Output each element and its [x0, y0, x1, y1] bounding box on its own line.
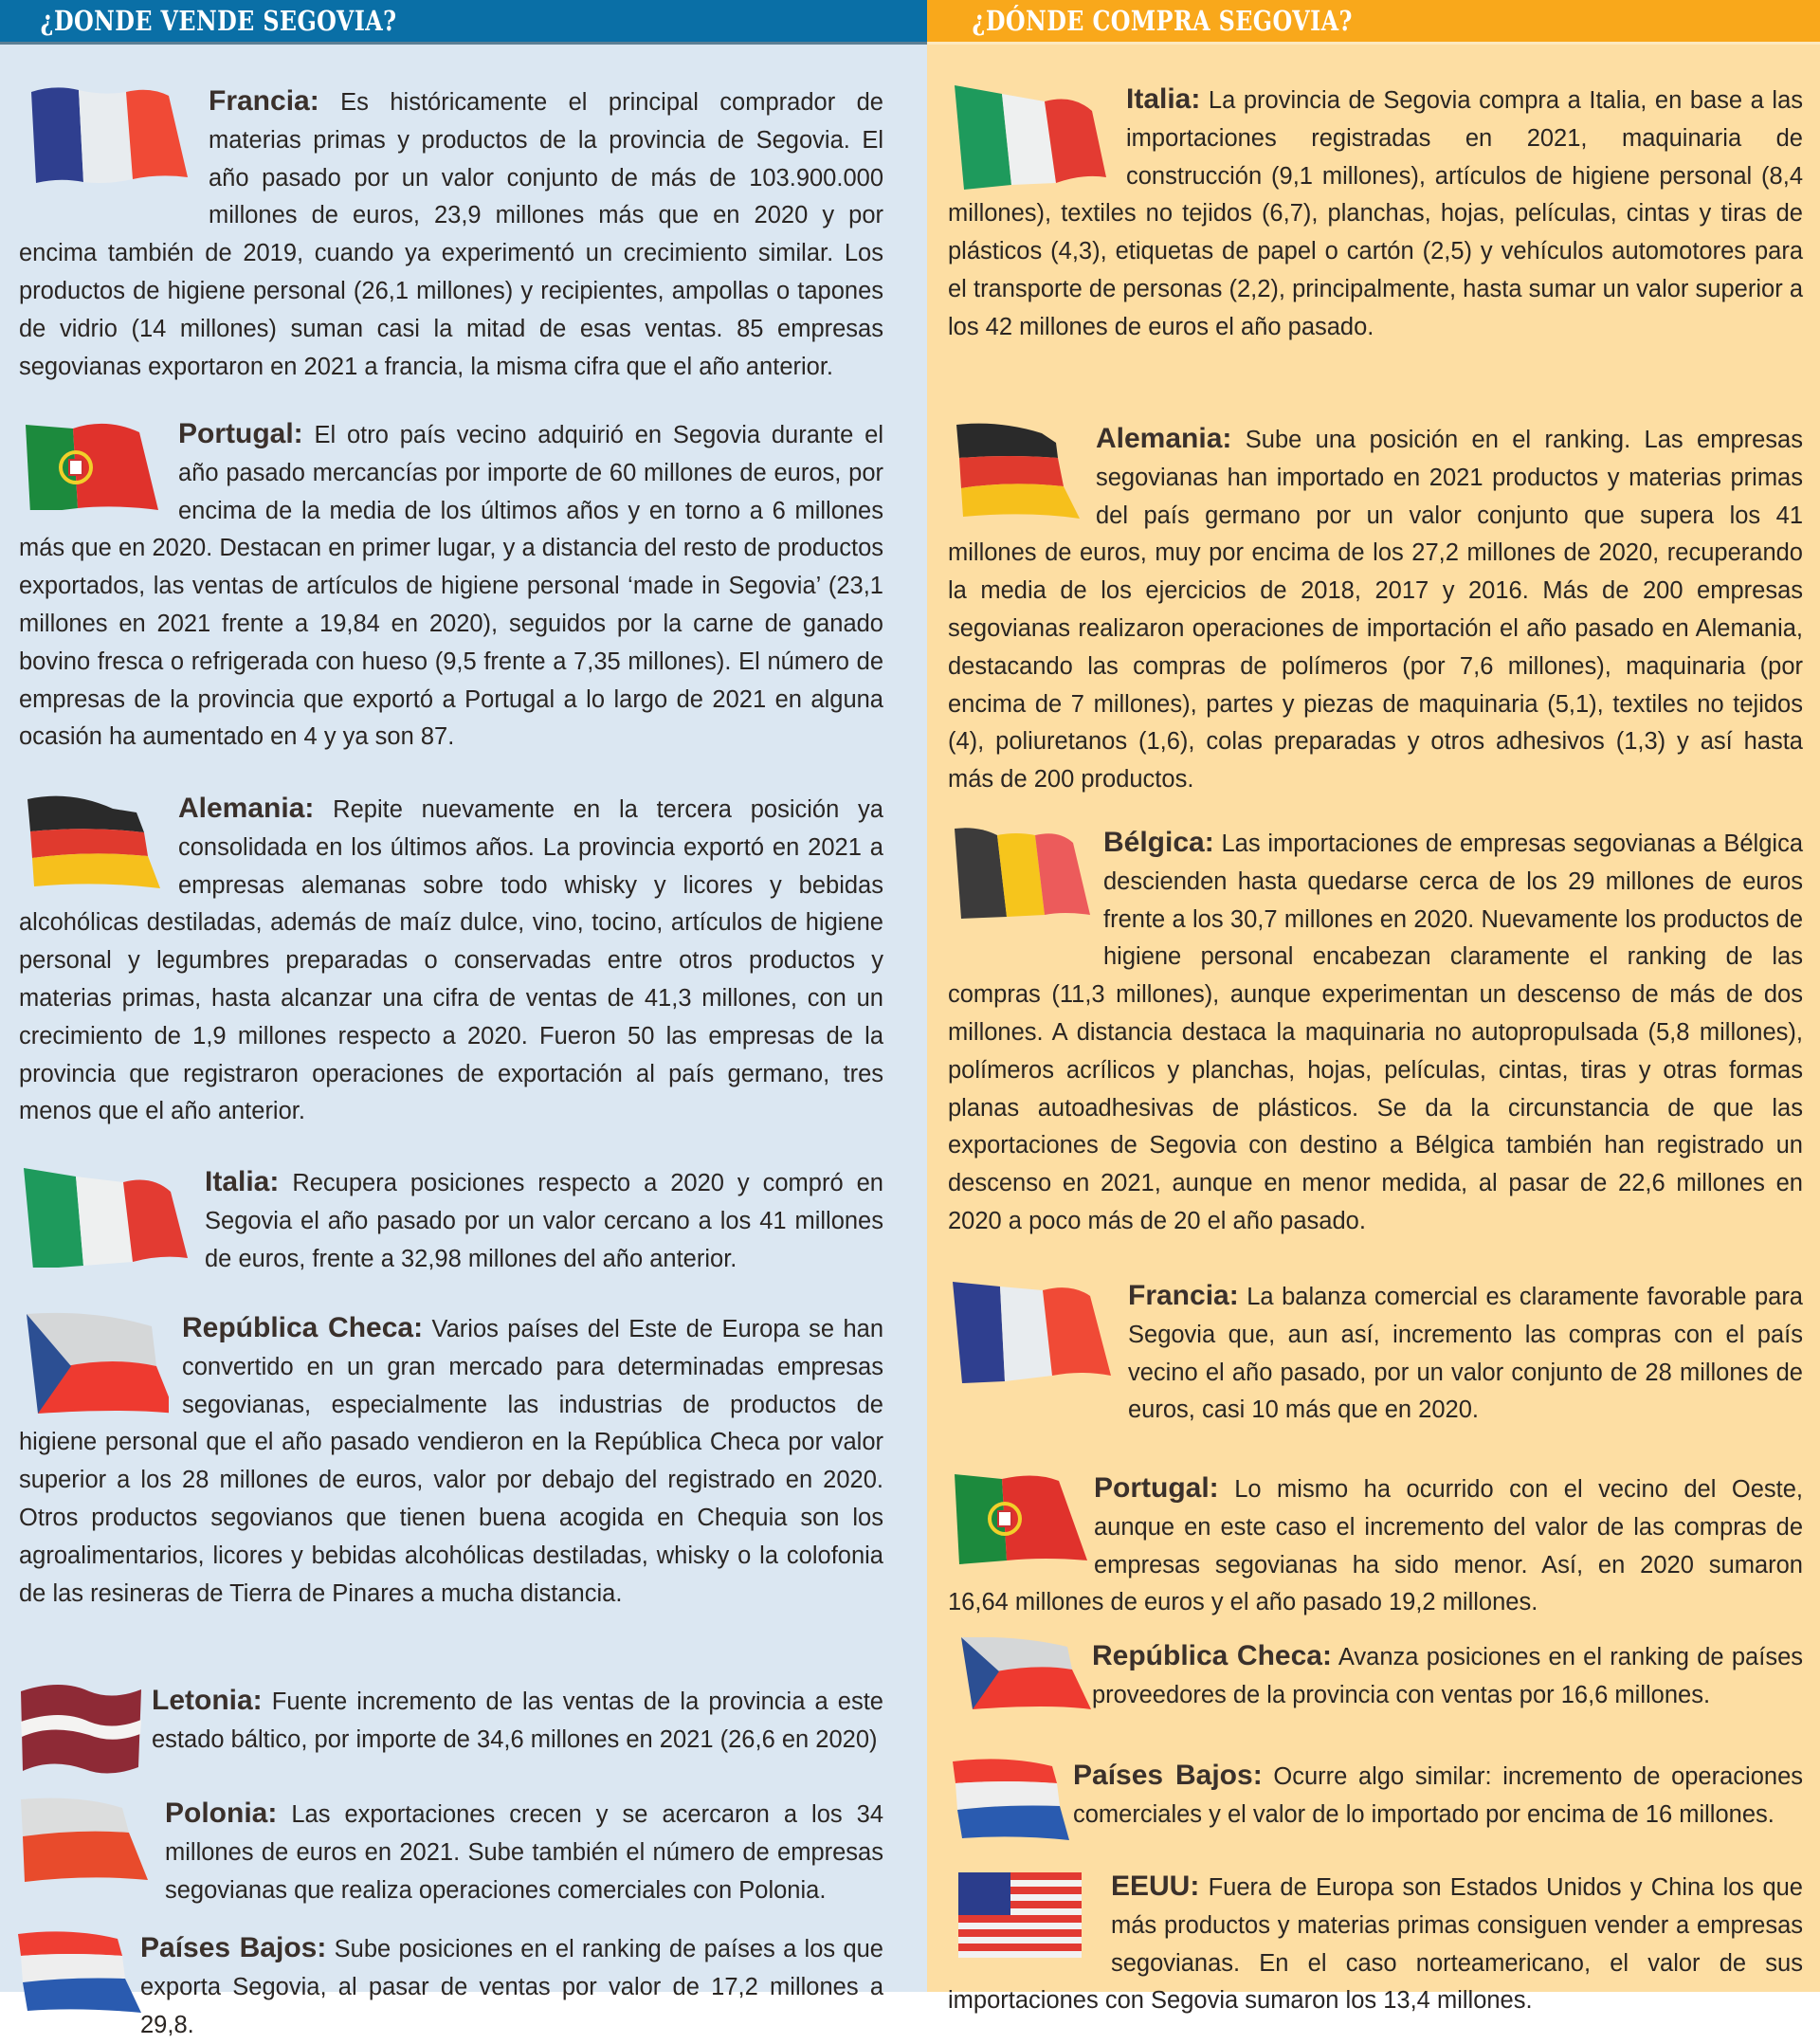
country-name: Francia: — [1128, 1280, 1239, 1311]
entry-text: Las importaciones de empresas segovianas a Bélgica descienden hasta quedarse cerca de los 29 millones de euros frente a los 30,7 millones en 2020. Nuevamente los productos de higiene personal encabezan claramente el ranking de las compras (11,3 millones), aunque experimentan un descenso de más de dos millones. A distancia destaca la maquinaria no autopropulsada (5,8 millones), polímeros acrílicos y planchas, hojas, películas, cintas, tiras y otras formas planas autoadhesivas de plásticos. Se da la circunstancia de que las exportaciones de Segovia con destino a Bélgica también han registrado un descenso en 2021, aunque en menor medida, al pasar de 22,6 millones en 2020 a poco más de 20 el año pasado. — [948, 830, 1803, 1234]
czech-flag-icon — [19, 1309, 169, 1418]
header-bar-compra — [927, 0, 1820, 45]
entry-paises-bajos — [927, 1757, 1820, 1844]
entry-text: Sube posiciones en el ranking de países a los que exporta Segovia, al pasar de ventas por valor de 17,2 millones a 29,8. — [140, 1936, 883, 2038]
entry-letonia — [0, 1682, 927, 1779]
entry-belgica — [927, 824, 1820, 1241]
entry-alemania — [0, 790, 927, 1131]
usa-flag-icon — [954, 1868, 1094, 1962]
header-bar-vende — [0, 0, 927, 45]
entry-text: La provincia de Segovia compra a Italia, en base a las importaciones registradas en 2021, maquinaria de construcción (9,1 millones), artículos de higiene personal (8,4 millones), textiles no tejidos (6,7), planchas, hojas, películas, cintas y tiras de plásticos (4,3), etiquetas de papel o cartón (2,5) y vehículos automotores para el transporte de personas (2,2), principalmente, hasta sumar un valor superior a los 42 millones de euros el año pasado. — [948, 87, 1803, 340]
entry-text: Repite nuevamente en la tercera posición ya consolidada en los últimos años. La provincia exportó en 2021 a empresas alemanas sobre todo whisky y licores y bebidas alcohólicas destiladas, además de maíz dulce, vino, tocino, artículos de higiene personal y legumbres preparadas o conservadas entre otros productos y materias primas, hasta alcanzar una cifra de ventas de 41,3 millones, con un crecimiento de 1,9 millones respecto a 2020. Fueron 50 las empresas de la provincia que registraron operaciones de exportación al país germano, tres menos que el año anterior. — [19, 796, 883, 1125]
country-name: Francia: — [209, 85, 319, 117]
entry-italia — [927, 81, 1820, 347]
country-name: República Checa: — [1092, 1640, 1332, 1671]
section-title-vende: ¿DONDE VENDE SEGOVIA? — [40, 5, 397, 37]
country-name: Bélgica: — [1103, 827, 1214, 858]
entry-text: Lo mismo ha ocurrido con el vecino del Oeste, aunque en este caso el incremento del valor de las compras de empresas segovianas ha sido menor. Así, en 2020 sumaron 16,64 millones de euros y el año pasado 19,2 millones. — [948, 1476, 1803, 1616]
entry-francia — [0, 82, 927, 386]
country-name: Países Bajos: — [140, 1932, 327, 1963]
netherlands-flag-icon — [948, 1757, 1069, 1842]
entry-republica-checa — [0, 1309, 927, 1613]
portugal-flag-icon — [21, 415, 165, 521]
belgium-flag-icon — [950, 824, 1094, 966]
entry-text: La balanza comercial es claramente favorable para Segovia que, aun así, incremento las compras con el país vecino el año pasado, por un valor conjunto de 28 millones de euros, casi 10 más que en 2020. — [1128, 1284, 1803, 1424]
entry-republica-checa — [927, 1637, 1820, 1715]
portugal-flag-icon — [950, 1469, 1092, 1576]
entry-portugal — [927, 1469, 1820, 1622]
germany-flag-icon — [23, 790, 165, 896]
country-name: Portugal: — [1094, 1472, 1219, 1504]
country-name: Alemania: — [178, 793, 315, 824]
entry-francia — [927, 1277, 1820, 1430]
entry-text: Ocurre algo similar: incremento de operaciones comerciales y el valor de lo importado por encima de 16 millones. — [1073, 1763, 1803, 1828]
entry-text: Sube una posición en el ranking. Las empresas segovianas han importado en 2021 productos y materias primas del país germano por un valor conjunto que supera los 41 millones de euros, muy por encima de los 27,2 millones de 2020, recuperando la media de los ejercicios de 2018, 2017 y 2016. Más de 200 empresas segovianas realizaron operaciones de importación el año pasado en Alemania, destacando las compras de polímeros (por 7,6 millones), maquinaria (por encima de 7 millones), partes y piezas de maquinaria (5,1), textiles no tejidos (4), poliuretanos (1,6), colas preparadas y otros adhesivos (1,3) y así hasta más de 200 productos. — [948, 427, 1803, 794]
poland-flag-icon — [13, 1795, 155, 1889]
italy-flag-icon — [950, 81, 1113, 192]
country-name: EEUU: — [1111, 1871, 1200, 1902]
entry-polonia — [0, 1795, 927, 1909]
entry-text: Recupera posiciones respecto a 2020 y compró en Segovia el año pasado por un valor cercano a los 41 millones de euros, frente a 32,98 millones del año anterior. — [205, 1170, 883, 1272]
country-name: República Checa: — [182, 1312, 424, 1343]
entry-paises-bajos — [0, 1929, 927, 2044]
country-name: Alemania: — [1096, 423, 1232, 454]
france-flag-icon — [948, 1277, 1117, 1419]
entry-text: Las exportaciones crecen y se acercaron a los 34 millones de euros en 2021. Sube también el número de empresas segovianas que realiza operaciones comerciales con Polonia. — [165, 1801, 884, 1904]
entry-alemania — [927, 420, 1820, 799]
column-donde-compra — [927, 0, 1820, 2015]
entry-text: Fuente incremento de las ventas de la provincia a este estado báltico, por importe de 34,6 millones en 2021 (26,6 en 2020) — [152, 1688, 883, 1753]
entry-text: Fuera de Europa son Estados Unidos y China los que más productos y materias primas consiguen vender a empresas segovianas. En el caso norteamericano, el valor de sus importaciones con Segovia sumaron los 13,4 millones. — [948, 1874, 1803, 2015]
netherlands-flag-icon — [13, 1929, 136, 2015]
germany-flag-icon — [952, 420, 1094, 526]
entry-text: Es históricamente el principal comprador de materias primas y productos de la provincia de Segovia. El año pasado por un valor conjunto de más de 103.900.000 millones de euros, 23,9 millones más que en 2020 y por encima también de 2019, cuando ya experimentó un crecimiento similar. Los productos de higiene personal (26,1 millones) y recipientes, ampollas o tapones de vidrio (14 millones) suman casi la mitad de esas ventas. 85 empresas segovianas exportaron en 2021 a francia, la misma cifra que el año anterior. — [19, 89, 883, 380]
country-name: Letonia: — [152, 1685, 263, 1716]
entry-eeuu — [927, 1868, 1820, 2020]
entry-text: Varios países del Este de Europa se han convertido en un gran mercado para determinadas empresas segovianas, especialmente las industrias de productos de higiene personal que el año pasado vendieron en la República Checa por valor superior a los 28 millones de euros, valor por debajo del registrado en 2020. Otros productos segovianos que tienen buena acogida en Chequia son los agroalimentarios, licores y bebidas alcohólicas destiladas, whisky o la colofonia de las resineras de Tierra de Pinares a mucha distancia. — [19, 1316, 884, 1607]
france-flag-icon — [27, 82, 197, 206]
country-name: Polonia: — [165, 1798, 278, 1829]
country-name: Italia: — [1126, 83, 1201, 115]
czech-flag-icon — [954, 1637, 1092, 1713]
latvia-flag-icon — [13, 1682, 144, 1777]
italy-flag-icon — [19, 1163, 191, 1269]
country-name: Países Bajos: — [1073, 1760, 1263, 1791]
country-name: Portugal: — [178, 418, 303, 449]
entry-italia — [0, 1163, 927, 1278]
country-name: Italia: — [205, 1166, 280, 1197]
entry-text: Avanza posiciones en el ranking de países proveedores de la provincia con ventas por 16,6 millones. — [1092, 1644, 1804, 1708]
section-title-compra: ¿DÓNDE COMPRA SEGOVIA? — [972, 5, 1353, 37]
entry-portugal — [0, 415, 927, 757]
entry-text: El otro país vecino adquirió en Segovia durante el año pasado mercancías por importe de 60 millones de euros, por encima de la media de los últimos años y en torno a 6 millones más que en 2020. Destacan en primer lugar, y a distancia del resto de productos exportados, las ventas de artículos de higiene personal ‘made in Segovia’ (23,1 millones en 2021 frente a 19,84 en 2020), seguidos por la carne de ganado bovino fresca o refrigerada con hueso (9,5 frente a 7,35 millones). El número de empresas de la provincia que exportó a Portugal a lo largo de 2021 en alguna ocasión ha aumentado en 4 y ya son 87. — [19, 422, 884, 751]
